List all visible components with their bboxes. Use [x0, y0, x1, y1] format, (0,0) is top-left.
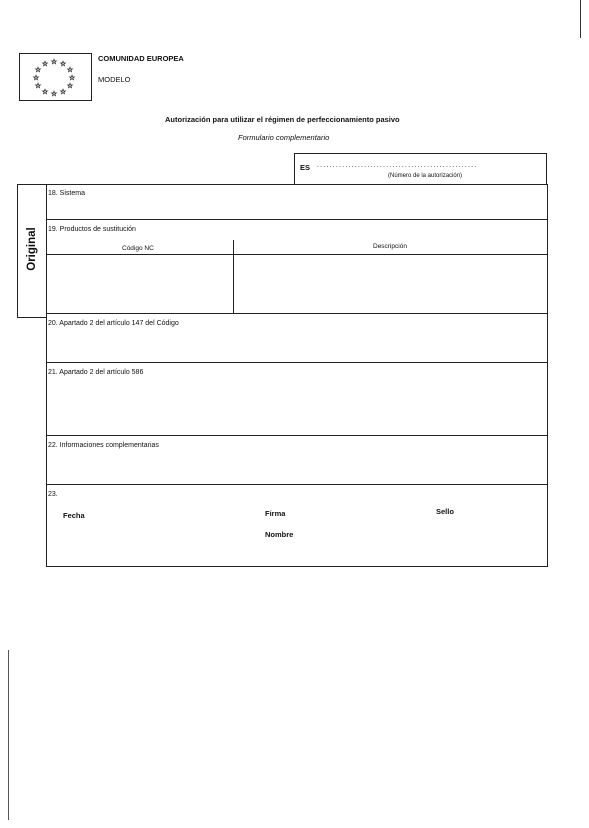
- svg-text:☆: ☆: [41, 88, 49, 96]
- svg-text:☆: ☆: [34, 66, 42, 74]
- scan-edge-mark-top: [580, 0, 581, 38]
- field-23-label: 23.: [48, 491, 58, 498]
- eu-stars-icon: [20, 54, 91, 100]
- svg-text:☆: ☆: [50, 90, 58, 98]
- field-22-label: 22. Informaciones complementarias: [48, 442, 159, 449]
- authorization-number-field[interactable]: ...................................................: [317, 162, 478, 169]
- field-19-label: 19. Productos de sustitución: [48, 226, 136, 233]
- form-title: Autorización para utilizar el régimen de perfeccionamiento pasivo: [165, 115, 400, 124]
- svg-text:☆: ☆: [68, 74, 76, 82]
- svg-text:☆: ☆: [41, 60, 49, 68]
- field-21-input[interactable]: [47, 380, 547, 434]
- separator-20-21: [46, 362, 548, 363]
- fecha-input[interactable]: [47, 522, 247, 562]
- original-label: Original: [26, 227, 38, 271]
- separator-18-19: [46, 219, 548, 220]
- field-19-col-descripcion: Descripción: [373, 243, 407, 250]
- field-20-label: 20. Apartado 2 del artículo 147 del Código: [48, 320, 179, 327]
- svg-text:☆: ☆: [32, 74, 40, 82]
- field-22-input[interactable]: [47, 453, 547, 483]
- svg-text:☆: ☆: [50, 58, 58, 66]
- field-19-col-codigo: Código NC: [122, 245, 154, 252]
- field-21-label: 21. Apartado 2 del artículo 586: [48, 369, 144, 376]
- svg-text:☆: ☆: [59, 60, 67, 68]
- fecha-label: Fecha: [63, 511, 85, 520]
- separator-22-23: [46, 484, 548, 485]
- authorization-number-caption: (Número de la autorización): [388, 173, 463, 179]
- sello-input[interactable]: [425, 520, 545, 564]
- country-code: ES: [300, 163, 311, 172]
- authorization-number-box: [294, 153, 547, 184]
- svg-text:☆: ☆: [59, 88, 67, 96]
- field-20-input[interactable]: [47, 330, 547, 361]
- field-19-descripcion-input[interactable]: [234, 255, 547, 312]
- firma-input[interactable]: [250, 522, 420, 562]
- svg-text:☆: ☆: [66, 82, 74, 90]
- sello-label: Sello: [436, 507, 454, 516]
- scan-edge-mark-left: [8, 650, 9, 820]
- firma-label: Firma: [265, 509, 286, 518]
- field-18-input[interactable]: [47, 200, 547, 218]
- separator-19-20: [46, 313, 548, 314]
- field-18-label: 18. Sistema: [48, 190, 85, 197]
- eu-emblem-box: [19, 53, 92, 101]
- form-subtitle: Formulario complementario: [238, 133, 330, 142]
- separator-21-22: [46, 435, 548, 436]
- field-19-codigo-input[interactable]: [47, 255, 232, 312]
- svg-text:☆: ☆: [66, 66, 74, 74]
- org-label: COMUNIDAD EUROPEA: [98, 54, 184, 63]
- model-label: MODELO: [98, 75, 131, 84]
- svg-text:☆: ☆: [34, 82, 42, 90]
- nombre-label: Nombre: [265, 530, 294, 539]
